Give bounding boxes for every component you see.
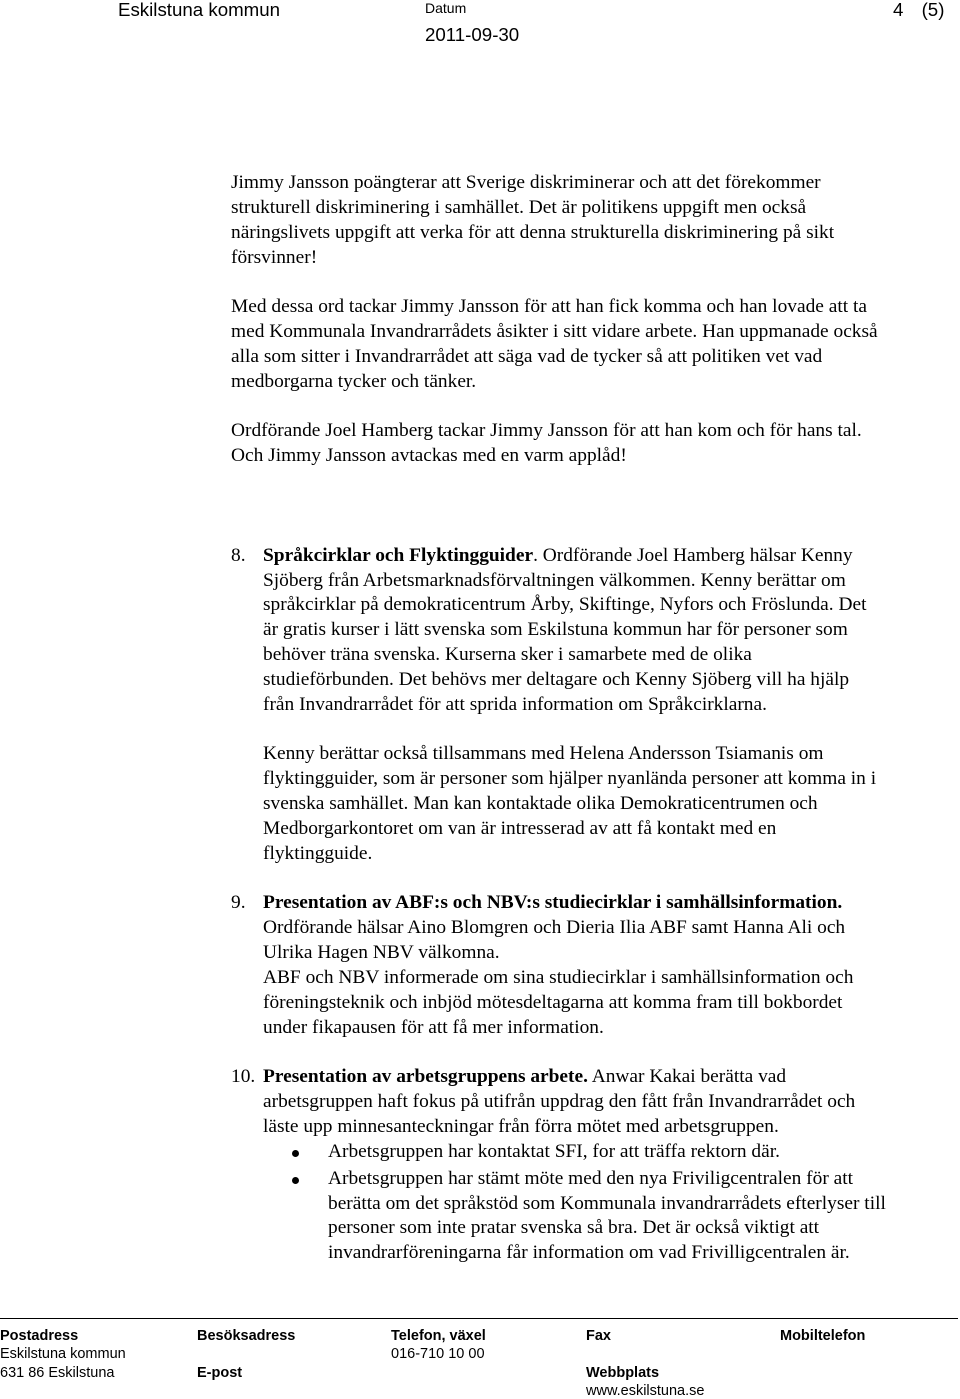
text-span: Anwar Kakai berätta vad (587, 1066, 787, 1088)
text-line: Medborgarkontoret om van är intresserad av att få kontakt med en (263, 817, 777, 839)
document-body (231, 171, 946, 1266)
text-line: alla som sitter i Invandrarrådet att säga vad de tycker så att politiken vet vad (231, 345, 823, 367)
text-line (263, 891, 946, 916)
bullet-item (328, 1167, 946, 1266)
text-line: näringslivets uppgift att verka för att denna strukturella diskriminering på sikt (231, 221, 835, 243)
text-line: är gratis kurser i lätt svenska som Eskilstuna kommun har för personer som (263, 619, 848, 641)
text-line: invandrarföreningarna får information om vad Frivilligcentralen är. (328, 1242, 850, 1264)
text-span: . Ordförande Joel Hamberg hälsar Kenny (533, 544, 853, 566)
paragraph (263, 742, 946, 866)
text-line: flyktingguider, som är personer som hjälper nyanlända personer att komma in i (263, 768, 877, 790)
text-line: läste upp minnesanteckningar från förra mötet med arbetsgruppen. (263, 1116, 779, 1138)
text-line: föreningsteknik och inbjöd mötesdeltagarna att komma fram till bokbordet (263, 991, 843, 1013)
bullet-list (328, 1140, 946, 1266)
footer-phone: 016-710 10 00 (391, 1346, 485, 1362)
paragraph (231, 295, 946, 394)
footer-email-label: E-post (197, 1365, 243, 1381)
text-line (263, 1065, 946, 1090)
text-line: ABF och NBV informerade om sina studiecirklar i samhällsinformation och (263, 967, 854, 989)
text-line: flyktingguide. (263, 842, 373, 864)
text-line: arbetsgruppen haft fokus på utifrån uppdrag den fått från Invandrarrådet och (263, 1091, 856, 1113)
date-label: Datum (425, 0, 467, 16)
text-line: Ordförande Joel Hamberg tackar Jimmy Jansson för att han kom och för hans tal. (231, 420, 862, 442)
text-line: Jimmy Jansson poängterar att Sverige diskriminerar och att det förekommer (231, 172, 821, 193)
header-organization: Eskilstuna kommun (118, 0, 281, 20)
footer-postal-label: Postadress (0, 1328, 79, 1344)
agenda-item (231, 891, 946, 1040)
text-line: Med dessa ord tackar Jimmy Jansson för att han fick komma och han lovade att ta (231, 296, 867, 318)
text-line: medborgarna tycker och tänker. (231, 370, 477, 392)
text-line: berätta om det språkstöd som Kommunala invandrarrådets efterlyser till (328, 1192, 886, 1214)
text-line: Ordförande hälsar Aino Blomgren och Dieria Ilia ABF samt Hanna Ali och (263, 917, 846, 939)
text-line: Arbetsgruppen har stämt möte med den nya Friviligcentralen för att (328, 1167, 854, 1189)
agenda-item-title: Presentation av arbetsgruppens arbete. (263, 1066, 588, 1088)
text-line (263, 544, 946, 569)
agenda-item (231, 1065, 946, 1266)
footer-fax-label: Fax (586, 1328, 611, 1344)
footer-mobile-label: Mobiltelefon (780, 1328, 866, 1344)
bullet-item (328, 1140, 946, 1165)
text-line: med Kommunala Invandrarrådets åsikter i sitt vidare arbete. Han uppmanade också (231, 321, 878, 343)
agenda-item-body (263, 544, 946, 867)
text-line: under fikapausen för att få mer information. (263, 1016, 604, 1038)
text-line: Sjöberg från Arbetsmarknadsförvaltningen välkommen. Kenny berättar om (263, 569, 846, 591)
footer-postal-line1: Eskilstuna kommun (0, 1346, 126, 1362)
page-number: 4 (5) (893, 0, 945, 20)
footer-rule (0, 1318, 958, 1319)
footer-web-label: Webbplats (586, 1365, 660, 1381)
agenda-item-title: Presentation av ABF:s och NBV:s studiecirklar i samhällsinformation. (263, 892, 843, 914)
paragraph (231, 419, 946, 469)
agenda-item-number: 10. (231, 1066, 256, 1088)
footer-web: www.eskilstuna.se (586, 1383, 705, 1399)
text-line: Och Jimmy Jansson avtackas med en varm applåd! (231, 445, 627, 467)
text-line: försvinner! (231, 246, 318, 268)
footer-visit-label: Besöksadress (197, 1328, 296, 1344)
agenda-item-title: Språkcirklar och Flyktingguider (263, 544, 534, 566)
agenda-item-body (263, 891, 946, 1040)
text-line: Ulrika Hagen NBV välkomna. (263, 942, 500, 964)
agenda-item-number: 8. (231, 544, 246, 566)
text-line: personer som inte pratar svenska så bra. Det är också viktigt att (328, 1217, 820, 1239)
text-line: strukturell diskriminering i samhället. Det är politikens uppgift men också (231, 196, 807, 218)
text-line: från Invandrarrådet för att sprida information om Språkcirklarna. (263, 693, 767, 715)
text-line: Arbetsgruppen har kontaktat SFI, for att träffa rektorn där. (328, 1140, 780, 1162)
footer-postal-line2: 631 86 Eskilstuna (0, 1365, 115, 1381)
text-line: svenska samhället. Man kan kontaktade olika Demokraticentrumen och (263, 793, 818, 815)
text-line: språkcirklar på demokraticentrum Årby, Skiftinge, Nyfors och Fröslunda. Det (263, 594, 867, 616)
text-line: Kenny berättar också tillsammans med Helena Andersson Tsiamanis om (263, 743, 824, 765)
text-line: studieförbunden. Det behövs mer deltagare och Kenny Sjöberg vill ha hjälp (263, 668, 850, 690)
agenda-item-body (263, 1065, 946, 1266)
document-date: 2011-09-30 (425, 24, 520, 45)
bullet-icon (292, 1177, 299, 1184)
agenda-item (231, 544, 946, 867)
paragraph (231, 171, 946, 270)
text-line: behöver träna svenska. Kurserna sker i samarbete med de olika (263, 644, 752, 666)
footer-phone-label: Telefon, växel (391, 1328, 486, 1344)
bullet-icon (292, 1150, 299, 1157)
agenda-item-number: 9. (231, 892, 246, 914)
